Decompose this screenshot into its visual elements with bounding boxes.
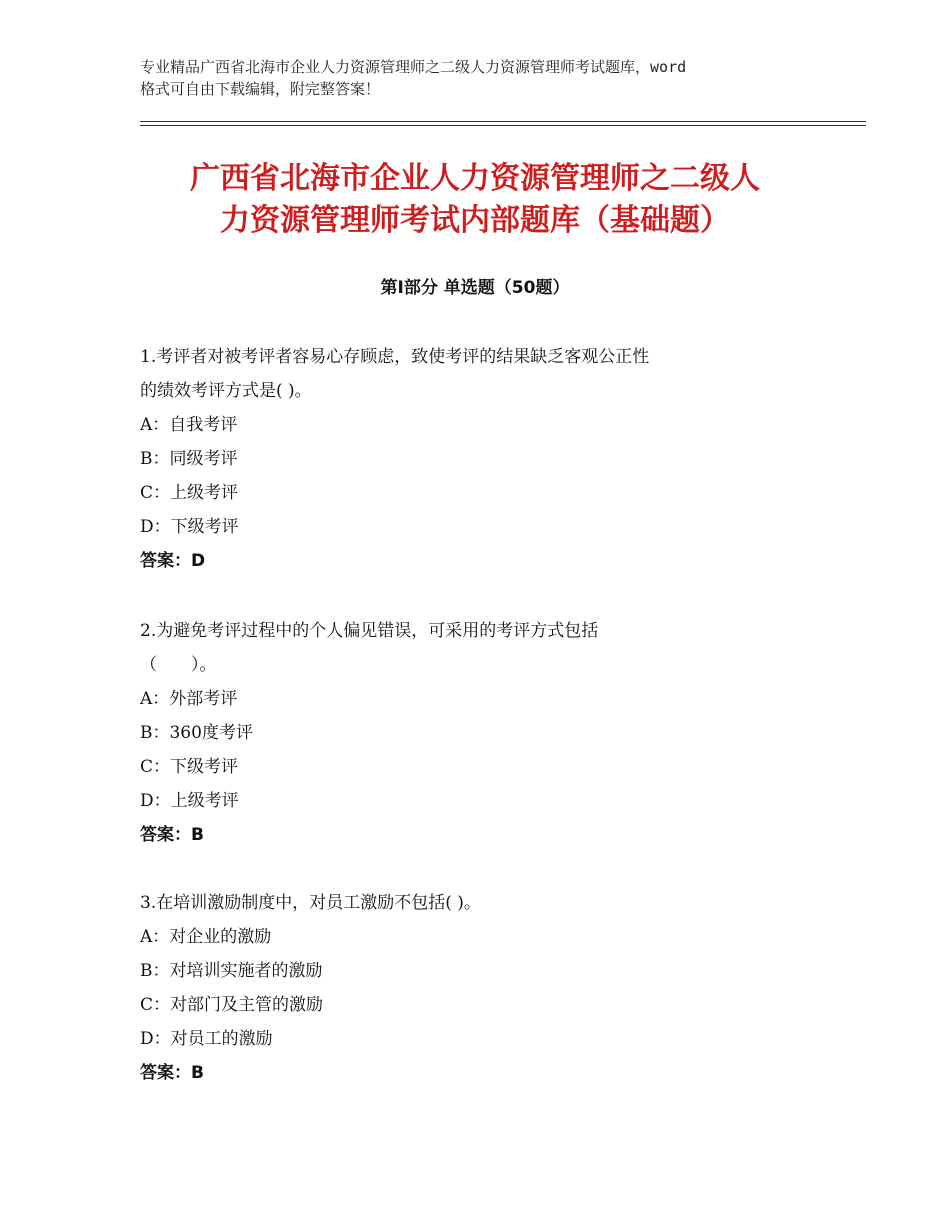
- question-stem-line: 3.在培训激励制度中，对员工激励不包括( )。: [140, 893, 481, 913]
- option-d: D：下级考评: [140, 517, 239, 537]
- question-3: [140, 886, 820, 1090]
- option-c: C：下级考评: [140, 757, 239, 777]
- option-b: B：同级考评: [140, 449, 238, 469]
- question-stem-line: 的绩效考评方式是( )。: [140, 381, 312, 401]
- option-d: D：上级考评: [140, 791, 239, 811]
- option-a: A：对企业的激励: [140, 927, 272, 947]
- document-title: [0, 158, 950, 242]
- option-a: A：外部考评: [140, 689, 238, 709]
- section-title: 第Ⅰ部分 单选题（50题）: [380, 278, 570, 298]
- question-1: [140, 340, 820, 578]
- question-stem-line: 2.为避免考评过程中的个人偏见错误，可采用的考评方式包括: [140, 621, 599, 641]
- document-title-line-2: 力资源管理师考试内部题库（基础题）: [220, 203, 730, 238]
- option-d: D：对员工的激励: [140, 1029, 273, 1049]
- question-2: [140, 614, 820, 852]
- question-stem-line: （ ）。: [140, 655, 217, 675]
- question-stem-line: 1.考评者对被考评者容易心存顾虑，致使考评的结果缺乏客观公正性: [140, 347, 650, 367]
- option-b: B：360度考评: [140, 723, 253, 743]
- document-title-line-1: 广西省北海市企业人力资源管理师之二级人: [190, 161, 760, 196]
- option-a: A：自我考评: [140, 415, 238, 435]
- document-header-note: [140, 56, 840, 100]
- answer-label: 答案：D: [140, 551, 206, 571]
- header-rule-top: [140, 121, 866, 122]
- header-rule-bottom: [140, 125, 866, 126]
- answer-label: 答案：B: [140, 1063, 204, 1083]
- option-c: C：对部门及主管的激励: [140, 995, 324, 1015]
- header-note-line-2: 格式可自由下载编辑，附完整答案！: [140, 80, 381, 98]
- header-note-line-1: 专业精品广西省北海市企业人力资源管理师之二级人力资源管理师考试题库，word: [140, 58, 687, 76]
- option-b: B：对培训实施者的激励: [140, 961, 323, 981]
- option-c: C：上级考评: [140, 483, 239, 503]
- answer-label: 答案：B: [140, 825, 204, 845]
